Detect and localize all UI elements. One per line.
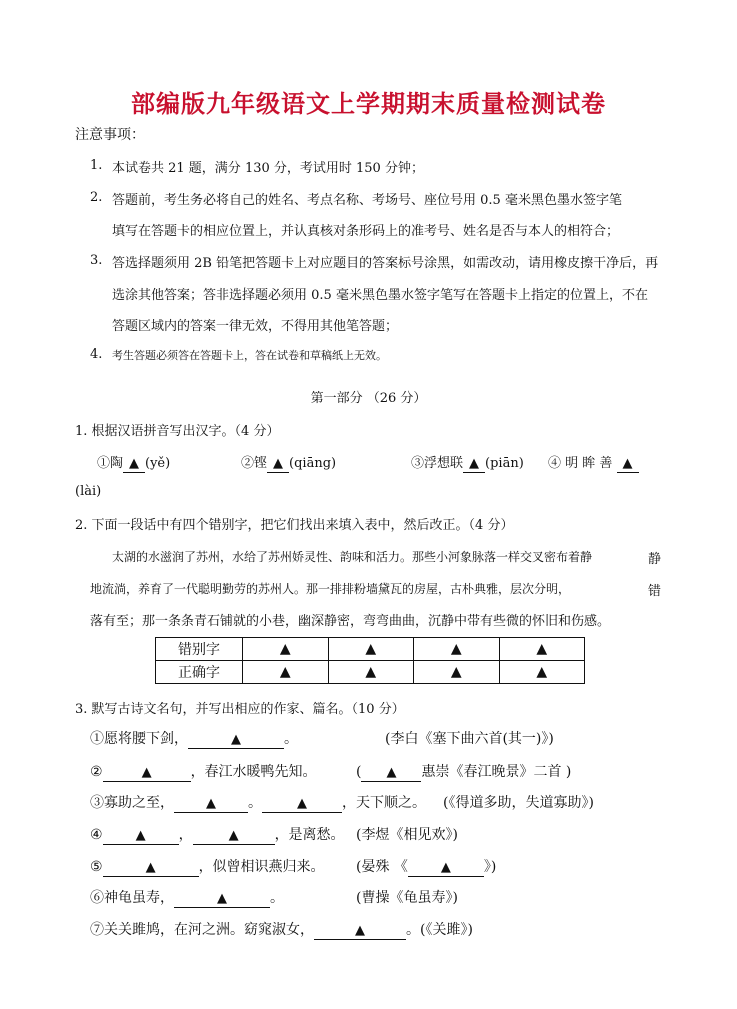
notice-2-line2: 填写在答题卡的相应位置上，并认真核对条形码上的准考号、姓名是否与本人的相符合； [112,224,620,239]
notice-3-line3: 答题区域内的答案一律无效，不得用其他笔答题； [112,319,399,334]
correct-cell[interactable]: ▲ [328,661,414,684]
q3-line-7-blank[interactable]: ▲ [314,923,406,940]
q2-para-2: 地流淌，养育了一代聪明勤劳的苏州人。那一排排粉墙黛瓦的房屋，古朴典雅，层次分明， [90,582,571,596]
correct-row-label: 正确字 [156,661,243,684]
q2-para-1: 太湖的水滋润了苏州，水给了苏州娇灵性、韵味和活力。那些小河象脉落一样交叉密布着静 [112,550,593,564]
q1-item-3-blank[interactable]: ▲ [463,456,485,473]
q3-line-4-text: ④ [90,827,103,843]
notice-3-line1: 答选择题须用 2B 铅笔把答题卡上对应题目的答案标号涂黑，如需改动，请用橡皮擦干净后，再 [112,256,659,271]
q3-line-6-source: (曹操《龟虽寿》) [356,890,458,906]
q1-item-4 [548,452,639,473]
error-row-label: 错别字 [156,638,243,661]
q2-para-3: 落有至；那一条条青石铺就的小巷，幽深静密，弯弯曲曲，沉静中带有些微的怀旧和伤感。 [90,614,611,629]
q1-item-1-blank[interactable]: ▲ [123,456,145,473]
q1-item-1 [97,452,170,473]
notice-4-line1: 考生答题必须答在答题卡上，答在试卷和草稿纸上无效。 [112,349,387,362]
q2-para-2-end: 错 [648,584,662,599]
q3-line-7-end: 。(《关雎》) [406,922,473,938]
q1-item-4-text: ④ 明 眸 善 [548,456,613,471]
notice-2-num: 2. [90,190,103,205]
q3-line-6-end: 。 [270,890,284,906]
error-cell[interactable]: ▲ [243,638,329,661]
notice-1-num: 1. [90,158,103,173]
q1-item-3-text: ③浮想联 [411,456,464,471]
q3-line-5-end: ，似曾相识燕归来。 [198,859,325,875]
q1-item-3-pinyin: (piān) [485,456,524,471]
correct-cell[interactable]: ▲ [499,661,585,684]
q1-item-1-pinyin: (yě) [145,456,171,471]
error-cell[interactable]: ▲ [328,638,414,661]
q3-line-5-blank[interactable]: ▲ [103,860,199,877]
q3-line-5 [90,856,325,877]
q3-line-4-blank-2[interactable]: ▲ [193,828,275,845]
q3-line-5-source [356,856,496,877]
q3-line-2-end: ，春江水暖鸭先知。 [190,764,317,780]
q3-line-2-source-text: 惠崇《春江晚景》二首 ) [421,764,572,780]
notice-1-line1: 本试卷共 21 题，满分 130 分，考试用时 150 分钟； [112,161,424,176]
q3-line-2-source-open: ( [356,764,362,780]
q3-line-4-blank-1[interactable]: ▲ [103,828,179,845]
error-table-row [156,661,585,684]
q3-line-2 [90,761,317,782]
q3-line-2-source [356,761,571,782]
q3-line-6 [90,887,284,908]
error-cell[interactable]: ▲ [499,638,585,661]
q3-line-5-text: ⑤ [90,859,103,875]
q3-line-1-blank[interactable]: ▲ [188,732,284,749]
q3-line-1 [90,728,298,749]
part-heading: 第一部分 （26 分） [310,391,427,406]
error-table-row [156,638,585,661]
q1-wrap: (lài) [75,484,102,499]
q1-item-1-text: ①陶 [97,456,124,471]
q3-line-3 [90,792,426,813]
q3-line-1-end: 。 [284,731,298,747]
q3-line-7-text: ⑦关关雎鸠，在河之洲。窈窕淑女， [90,922,314,938]
q3-line-6-text: ⑥神龟虽寿， [90,890,174,906]
q2-para-1-end: 静 [648,552,662,567]
q3-line-2-blank[interactable]: ▲ [103,765,191,782]
q1-item-4-blank[interactable]: ▲ [617,456,639,473]
q1-stem: 1. 根据汉语拼音写出汉字。（4 分） [75,424,280,439]
notice-3-num: 3. [90,253,103,268]
q1-item-3 [411,452,524,473]
q3-line-2-source-blank[interactable]: ▲ [361,765,421,782]
notice-4-num: 4. [90,347,103,362]
q1-item-2-blank[interactable]: ▲ [267,456,289,473]
q3-line-3-text: ③寡助之至， [90,795,174,811]
q2-stem: 2. 下面一段话中有四个错别字，把它们找出来填入表中，然后改正。（4 分） [75,518,514,533]
correct-cell[interactable]: ▲ [243,661,329,684]
q1-item-2-text: ②铿 [241,456,268,471]
correct-cell[interactable]: ▲ [414,661,500,684]
q3-line-4-source: (李煜《相见欢》) [356,827,458,843]
notice-heading: 注意事项： [75,127,145,143]
error-cell[interactable]: ▲ [414,638,500,661]
q3-line-2-text: ② [90,764,103,780]
q3-line-3-sep: 。 [248,795,262,811]
q3-line-5-source-blank[interactable]: ▲ [408,860,484,877]
page-title: 部编版九年级语文上学期期末质量检测试卷 [131,89,606,118]
q3-line-3-end: ，天下顺之。 [342,795,426,811]
q3-line-3-blank-2[interactable]: ▲ [262,796,342,813]
q3-line-4-sep: ， [178,827,193,843]
notice-2-line1: 答题前，考生务必将自己的姓名、考点名称、考场号、座位号用 0.5 毫米黑色墨水签字笔 [112,193,622,208]
q3-line-1-source: (李白《塞下曲六首(其一)》) [385,731,554,747]
q3-line-7 [90,919,473,940]
q3-line-3-blank-1[interactable]: ▲ [174,796,248,813]
q3-line-3-source: (《得道多助，失道寡助》) [443,795,594,811]
q3-line-5-source-open: (晏殊 《 [356,859,408,875]
q3-line-4 [90,824,345,845]
q3-line-5-source-close: 》) [483,859,497,875]
notice-3-line2: 选涂其他答案；答非选择题必须用 0.5 毫米黑色墨水签字笔写在答题卡上指定的位置上，不在 [112,288,648,303]
q3-line-6-blank[interactable]: ▲ [174,891,270,908]
q3-line-1-text: ①愿将腰下剑， [90,731,188,747]
q1-item-2-pinyin: (qiāng) [289,456,337,471]
q1-item-2 [241,452,336,473]
q3-line-4-end: ，是离愁。 [274,827,345,843]
q3-stem: 3. 默写古诗文名句，并写出相应的作家、篇名。（10 分） [75,702,405,717]
error-table [155,637,585,684]
